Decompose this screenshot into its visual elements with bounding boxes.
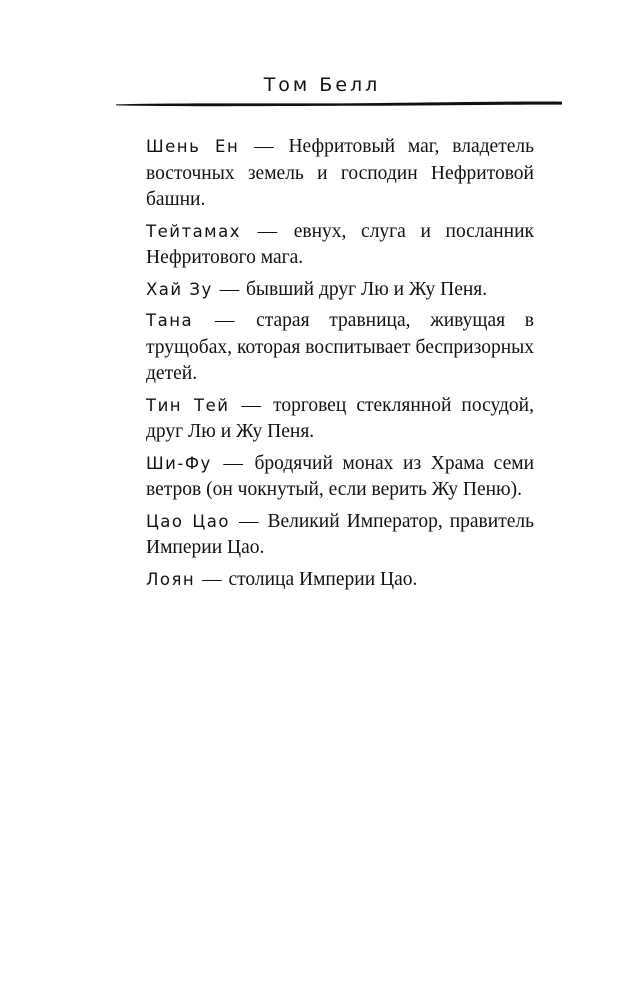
glossary-definition: бродячий монах из Храма семи ветров (он чокнутый, если верить Жу Пеню). (146, 452, 535, 500)
glossary-term: Тейтамах (146, 221, 241, 241)
glossary-term: Ши-Фу (146, 453, 212, 473)
glossary-entry (146, 567, 534, 594)
glossary-list (146, 134, 534, 598)
glossary-entry (146, 134, 534, 214)
glossary-term: Лоян (146, 569, 196, 589)
running-header: Том Белл (263, 74, 381, 96)
glossary-definition: столица Империи Цао. (228, 568, 418, 590)
glossary-definition: торговец стеклянной посудой, друг Лю и Жу Пеня. (146, 394, 534, 442)
glossary-dash: — (219, 278, 240, 300)
glossary-entry (146, 509, 534, 562)
glossary-definition: Нефритовый маг, владетель восточных земель и господин Нефритовой башни. (146, 136, 534, 210)
glossary-entry (146, 393, 534, 446)
glossary-term: Шень Ен (146, 137, 240, 156)
glossary-term: Цао Цао (146, 511, 230, 531)
glossary-definition: старая травница, живущая в трущобах, которая воспитывает беспризорных детей. (146, 310, 535, 384)
glossary-term: Тана (146, 311, 194, 330)
header-rule (116, 100, 562, 108)
glossary-entry (146, 219, 534, 272)
glossary-dash: — (214, 310, 235, 331)
glossary-entry (146, 451, 534, 504)
glossary-entry (146, 308, 534, 388)
glossary-definition: Великий Император, правитель Империи Цао. (146, 510, 534, 558)
glossary-dash: — (238, 510, 259, 532)
glossary-definition: бывший друг Лю и Жу Пеня. (245, 278, 488, 300)
glossary-dash: — (202, 568, 222, 590)
glossary-dash: — (241, 394, 262, 416)
glossary-dash: — (223, 452, 243, 474)
glossary-definition: евнух, слуга и посланник Нефритового мага. (146, 220, 535, 268)
glossary-term: Тин Тей (146, 395, 230, 415)
glossary-dash: — (254, 136, 274, 157)
glossary-entry (146, 277, 534, 304)
glossary-term: Хай Зу (146, 279, 213, 299)
glossary-dash: — (257, 220, 278, 242)
